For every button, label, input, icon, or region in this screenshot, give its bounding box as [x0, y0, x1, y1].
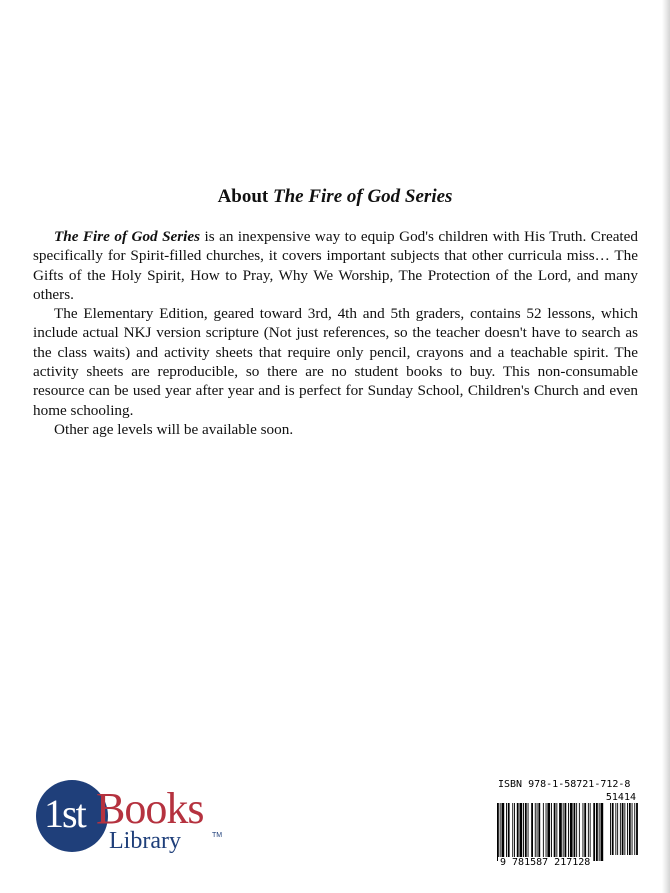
cover-edge-shadow: [662, 0, 670, 893]
barcode-bar: [546, 803, 547, 861]
barcode-digits: 9 781587 217128: [500, 857, 591, 868]
barcode-bar: [547, 803, 550, 861]
barcode-bar: [523, 803, 524, 861]
barcode-bar: [543, 803, 544, 861]
heading-series-title: The Fire of God Series: [273, 186, 453, 207]
barcode-bar: [593, 803, 595, 861]
addon-bar: [610, 803, 611, 855]
barcode-bar: [506, 803, 507, 861]
barcode-bar: [583, 803, 584, 861]
paragraph-3: Other age levels will be available soon.: [54, 420, 294, 438]
barcode-bar: [570, 803, 573, 861]
barcode-bar: [502, 803, 505, 861]
addon-bar: [627, 803, 628, 855]
page-heading: [0, 185, 670, 209]
barcode-bar: [500, 803, 501, 861]
barcode-bar: [528, 803, 529, 861]
addon-bar: [632, 803, 633, 855]
barcode-bar: [537, 803, 538, 861]
price-code: 51414: [605, 792, 636, 803]
barcode-bar: [525, 803, 527, 861]
addon-bar: [612, 803, 614, 855]
barcode-bar: [588, 803, 589, 861]
barcode-bar: [601, 803, 604, 861]
isbn-barcode: [494, 779, 640, 871]
paragraph-1-text: is an inexpensive way to equip God's children with His Truth. Created specifically for Spirit-filled churches, it covers important subjects that other curricula miss… The Gifts of the Holy Spirit, How to Pray, Why We Worship, The Protection of the Lord, and many others.: [33, 228, 638, 303]
barcode-bar: [551, 803, 552, 861]
barcode-bar: [531, 803, 533, 861]
barcode-bar: [517, 803, 519, 861]
logo-library-text: Library: [109, 828, 181, 854]
barcode-bars: [494, 803, 640, 861]
barcode-bar: [508, 803, 510, 861]
addon-bar: [636, 803, 638, 855]
addon-bar: [624, 803, 625, 855]
barcode-bar: [514, 803, 515, 861]
addon-bar: [617, 803, 618, 855]
addon-bar: [622, 803, 624, 855]
series-name: The Fire of God Series: [54, 228, 201, 245]
barcode-bar: [559, 803, 562, 861]
barcode-bar: [563, 803, 564, 861]
addon-bar: [615, 803, 616, 855]
barcode-bar: [599, 803, 600, 861]
addon-bar: [629, 803, 631, 855]
barcode-bar: [535, 803, 536, 861]
barcode-bar: [576, 803, 577, 861]
logo-books-text: Books: [96, 784, 204, 833]
addon-bar: [620, 803, 621, 855]
barcode-bar: [554, 803, 556, 861]
barcode-bar: [596, 803, 598, 861]
heading-prefix: About: [217, 186, 273, 207]
paragraph-2: The Elementary Edition, geared toward 3rd, 4th and 5th graders, contains 52 lessons, which include actual NKJ version scripture (Not just references, so the teacher doesn't have to search as the class waits) and activity sheets that require only pencil, crayons and a teachable spirit. The activity sheets are reproducible, so there are no student books to buy. This non-consumable resource can be used year after year and is perfect for Sunday School, Children's Church and even home schooling.: [33, 305, 638, 419]
barcode-bar: [497, 803, 499, 861]
logo-1st-text: 1st: [44, 791, 85, 836]
isbn-label: ISBN 978-1-58721-712-8: [498, 779, 631, 790]
description-text: [33, 227, 638, 439]
addon-bar: [634, 803, 635, 855]
barcode-bar: [574, 803, 576, 861]
logo-trademark: TM: [212, 832, 223, 839]
barcode-bar: [556, 803, 557, 861]
barcode-bar: [590, 803, 591, 861]
paragraph-1: [33, 227, 638, 304]
barcode-bar: [579, 803, 580, 861]
barcode-bar: [584, 803, 586, 861]
publisher-logo: [36, 780, 226, 860]
barcode-bar: [512, 803, 513, 861]
barcode-bar: [568, 803, 569, 861]
barcode-bar: [538, 803, 540, 861]
barcode-bar: [520, 803, 523, 861]
barcode-bar: [565, 803, 567, 861]
